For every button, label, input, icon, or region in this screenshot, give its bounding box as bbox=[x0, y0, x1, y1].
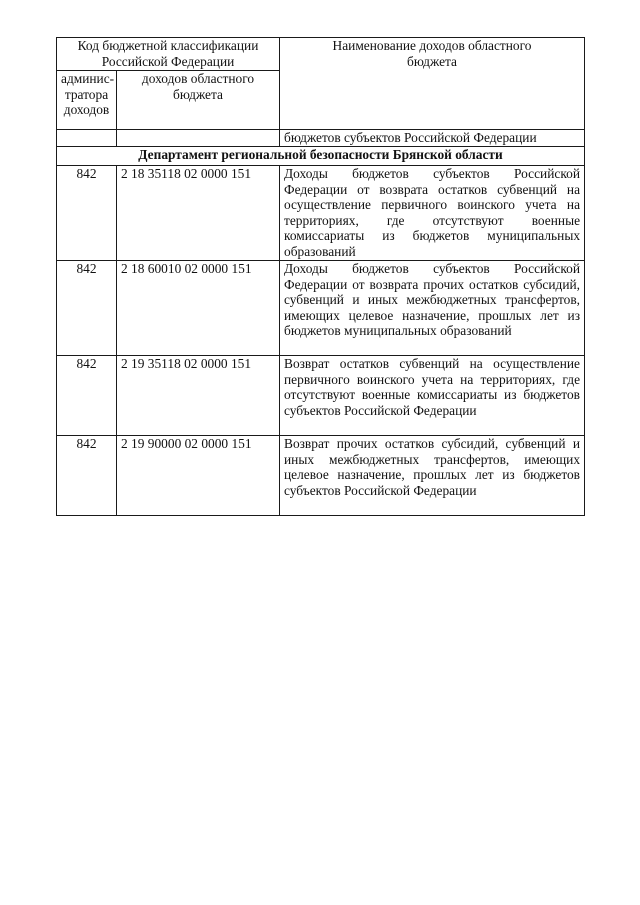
income-code-cell: 2 18 35118 02 0000 151 bbox=[117, 166, 280, 261]
section-row bbox=[57, 147, 585, 166]
table-row bbox=[57, 166, 585, 261]
income-name-cell: Возврат прочих остатков субсидий, субвенций и иных межбюджетных трансфертов, имеющих целевое назначение, прошлых лет из бюджетов субъектов Российской Федерации bbox=[280, 436, 585, 516]
admin-code-cell: 842 bbox=[57, 356, 117, 436]
continuation-code-cell bbox=[117, 130, 280, 147]
table-row bbox=[57, 436, 585, 516]
income-column-header bbox=[117, 71, 280, 130]
income-name-cell: Возврат остатков субвенций на осуществление первичного воинского учета на территориях, где отсутствуют военные комиссариаты из бюджетов субъектов Российской Федерации bbox=[280, 356, 585, 436]
continuation-name-cell: бюджетов субъектов Российской Федерации bbox=[280, 130, 585, 147]
admin-code-cell: 842 bbox=[57, 261, 117, 356]
income-code-cell: 2 18 60010 02 0000 151 bbox=[117, 261, 280, 356]
section-title: Департамент региональной безопасности Брянской области bbox=[57, 147, 585, 166]
continuation-row bbox=[57, 130, 585, 147]
name-column-header bbox=[280, 38, 585, 130]
budget-classification-table bbox=[56, 37, 585, 516]
header-row-top bbox=[57, 38, 585, 71]
income-column-header-text: доходов областного бюджета bbox=[141, 71, 255, 102]
income-code-cell: 2 19 90000 02 0000 151 bbox=[117, 436, 280, 516]
income-name-cell: Доходы бюджетов субъектов Российской Федерации от возврата остатков субвенций на осуществление первичного воинского учета на территориях, где отсутствуют военные комиссариаты из бюджетов муниципальных образований bbox=[280, 166, 585, 261]
income-name-cell: Доходы бюджетов субъектов Российской Федерации от возврата прочих остатков субсидий, субвенций и иных межбюджетных трансфертов, имеющих целевое назначение, прошлых лет из бюджетов муниципальных образований bbox=[280, 261, 585, 356]
continuation-admin-cell bbox=[57, 130, 117, 147]
admin-column-header: админис-тратора доходов bbox=[57, 71, 117, 130]
table-row bbox=[57, 356, 585, 436]
table-row bbox=[57, 261, 585, 356]
admin-code-cell: 842 bbox=[57, 166, 117, 261]
income-code-cell: 2 19 35118 02 0000 151 bbox=[117, 356, 280, 436]
budget-code-header: Код бюджетной классификации Российской Федерации bbox=[57, 38, 280, 71]
name-column-header-text: Наименование доходов областного бюджета bbox=[332, 38, 532, 69]
admin-code-cell: 842 bbox=[57, 436, 117, 516]
